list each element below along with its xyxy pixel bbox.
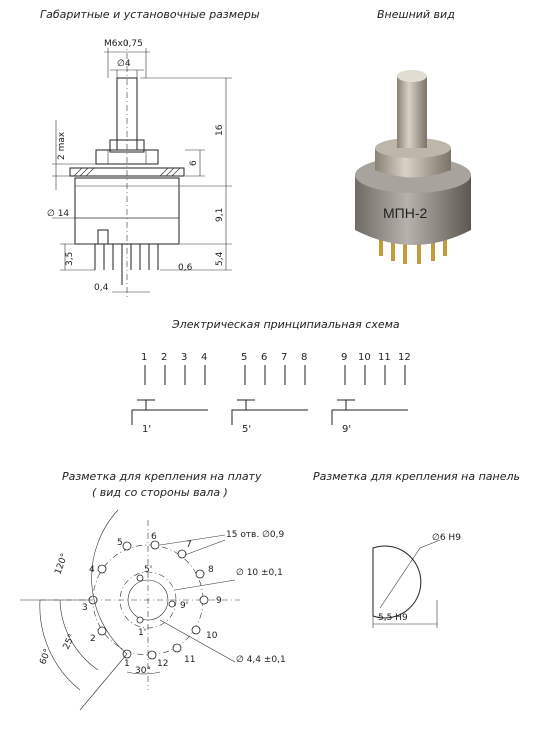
angle-60: 60° — [38, 647, 54, 667]
common-pin-1: 1' — [138, 628, 147, 638]
holes-label: 15 отв. ∅0,9 — [226, 530, 285, 540]
contact-12: 12 — [398, 352, 411, 363]
pin-length-label: 3,5 — [65, 251, 75, 266]
pin-9: 9 — [216, 596, 222, 606]
contact-10: 10 — [358, 352, 371, 363]
common-pin-5: 5' — [144, 565, 153, 575]
nut-height-label: 6 — [189, 160, 199, 166]
shaft-height-label: 16 — [215, 124, 225, 136]
angle-25: 25° — [61, 632, 78, 652]
pin-6: 6 — [151, 532, 157, 542]
angle-120: 120° — [53, 552, 71, 577]
shaft-diameter-label: ∅4 — [117, 59, 131, 69]
dimensions-title: Габаритные и установочные размеры — [40, 8, 260, 21]
panel-w55-label: 5,5 Н9 — [378, 613, 408, 623]
common-1: 1' — [142, 424, 152, 435]
pin-10: 10 — [206, 631, 218, 641]
common-9: 9' — [342, 424, 352, 435]
pin-5: 5 — [117, 538, 123, 548]
board-marking-note: ( вид со стороны вала ) — [92, 486, 228, 499]
two-max-label: 2 max — [57, 131, 67, 160]
pin-2: 2 — [90, 634, 96, 644]
contact-6: 6 — [261, 352, 268, 363]
board-marking-title: Разметка для крепления на плату — [62, 470, 262, 483]
d44-label: ∅ 4,4 ±0,1 — [236, 655, 286, 665]
pin-11: 11 — [184, 655, 196, 665]
contact-5: 5 — [241, 352, 248, 363]
common-pin-9: 9' — [180, 601, 189, 611]
photo-model-label: МПН-2 — [383, 205, 428, 221]
pin-8: 8 — [208, 565, 214, 575]
contact-3: 3 — [181, 352, 188, 363]
contact-8: 8 — [301, 352, 308, 363]
angle-30: 30° — [135, 666, 151, 676]
pin-4: 4 — [89, 565, 95, 575]
thread-label: М6х0,75 — [104, 39, 143, 49]
pin-width-label: 0,6 — [178, 263, 193, 273]
schematic-title: Электрическая принципиальная схема — [172, 318, 400, 331]
d10-label: ∅ 10 ±0,1 — [236, 568, 283, 578]
pin-7: 7 — [186, 540, 192, 550]
common-5: 5' — [242, 424, 252, 435]
pin-3: 3 — [82, 603, 88, 613]
pin-12: 12 — [157, 659, 169, 669]
contact-11: 11 — [378, 352, 391, 363]
contact-2: 2 — [161, 352, 168, 363]
panel-d6-label: ∅6 Н9 — [432, 533, 461, 543]
pin-1: 1 — [124, 659, 130, 669]
appearance-title: Внешний вид — [377, 8, 455, 21]
contact-7: 7 — [281, 352, 288, 363]
panel-marking-title: Разметка для крепления на панель — [313, 470, 521, 483]
contact-4: 4 — [201, 352, 208, 363]
body-height-label: 9,1 — [215, 207, 225, 222]
pin-gap-label: 0,4 — [94, 283, 109, 293]
body-diameter-label: ∅ 14 — [47, 209, 70, 219]
contact-9: 9 — [341, 352, 348, 363]
pin-height-label: 5,4 — [215, 251, 225, 266]
contact-1: 1 — [141, 352, 148, 363]
